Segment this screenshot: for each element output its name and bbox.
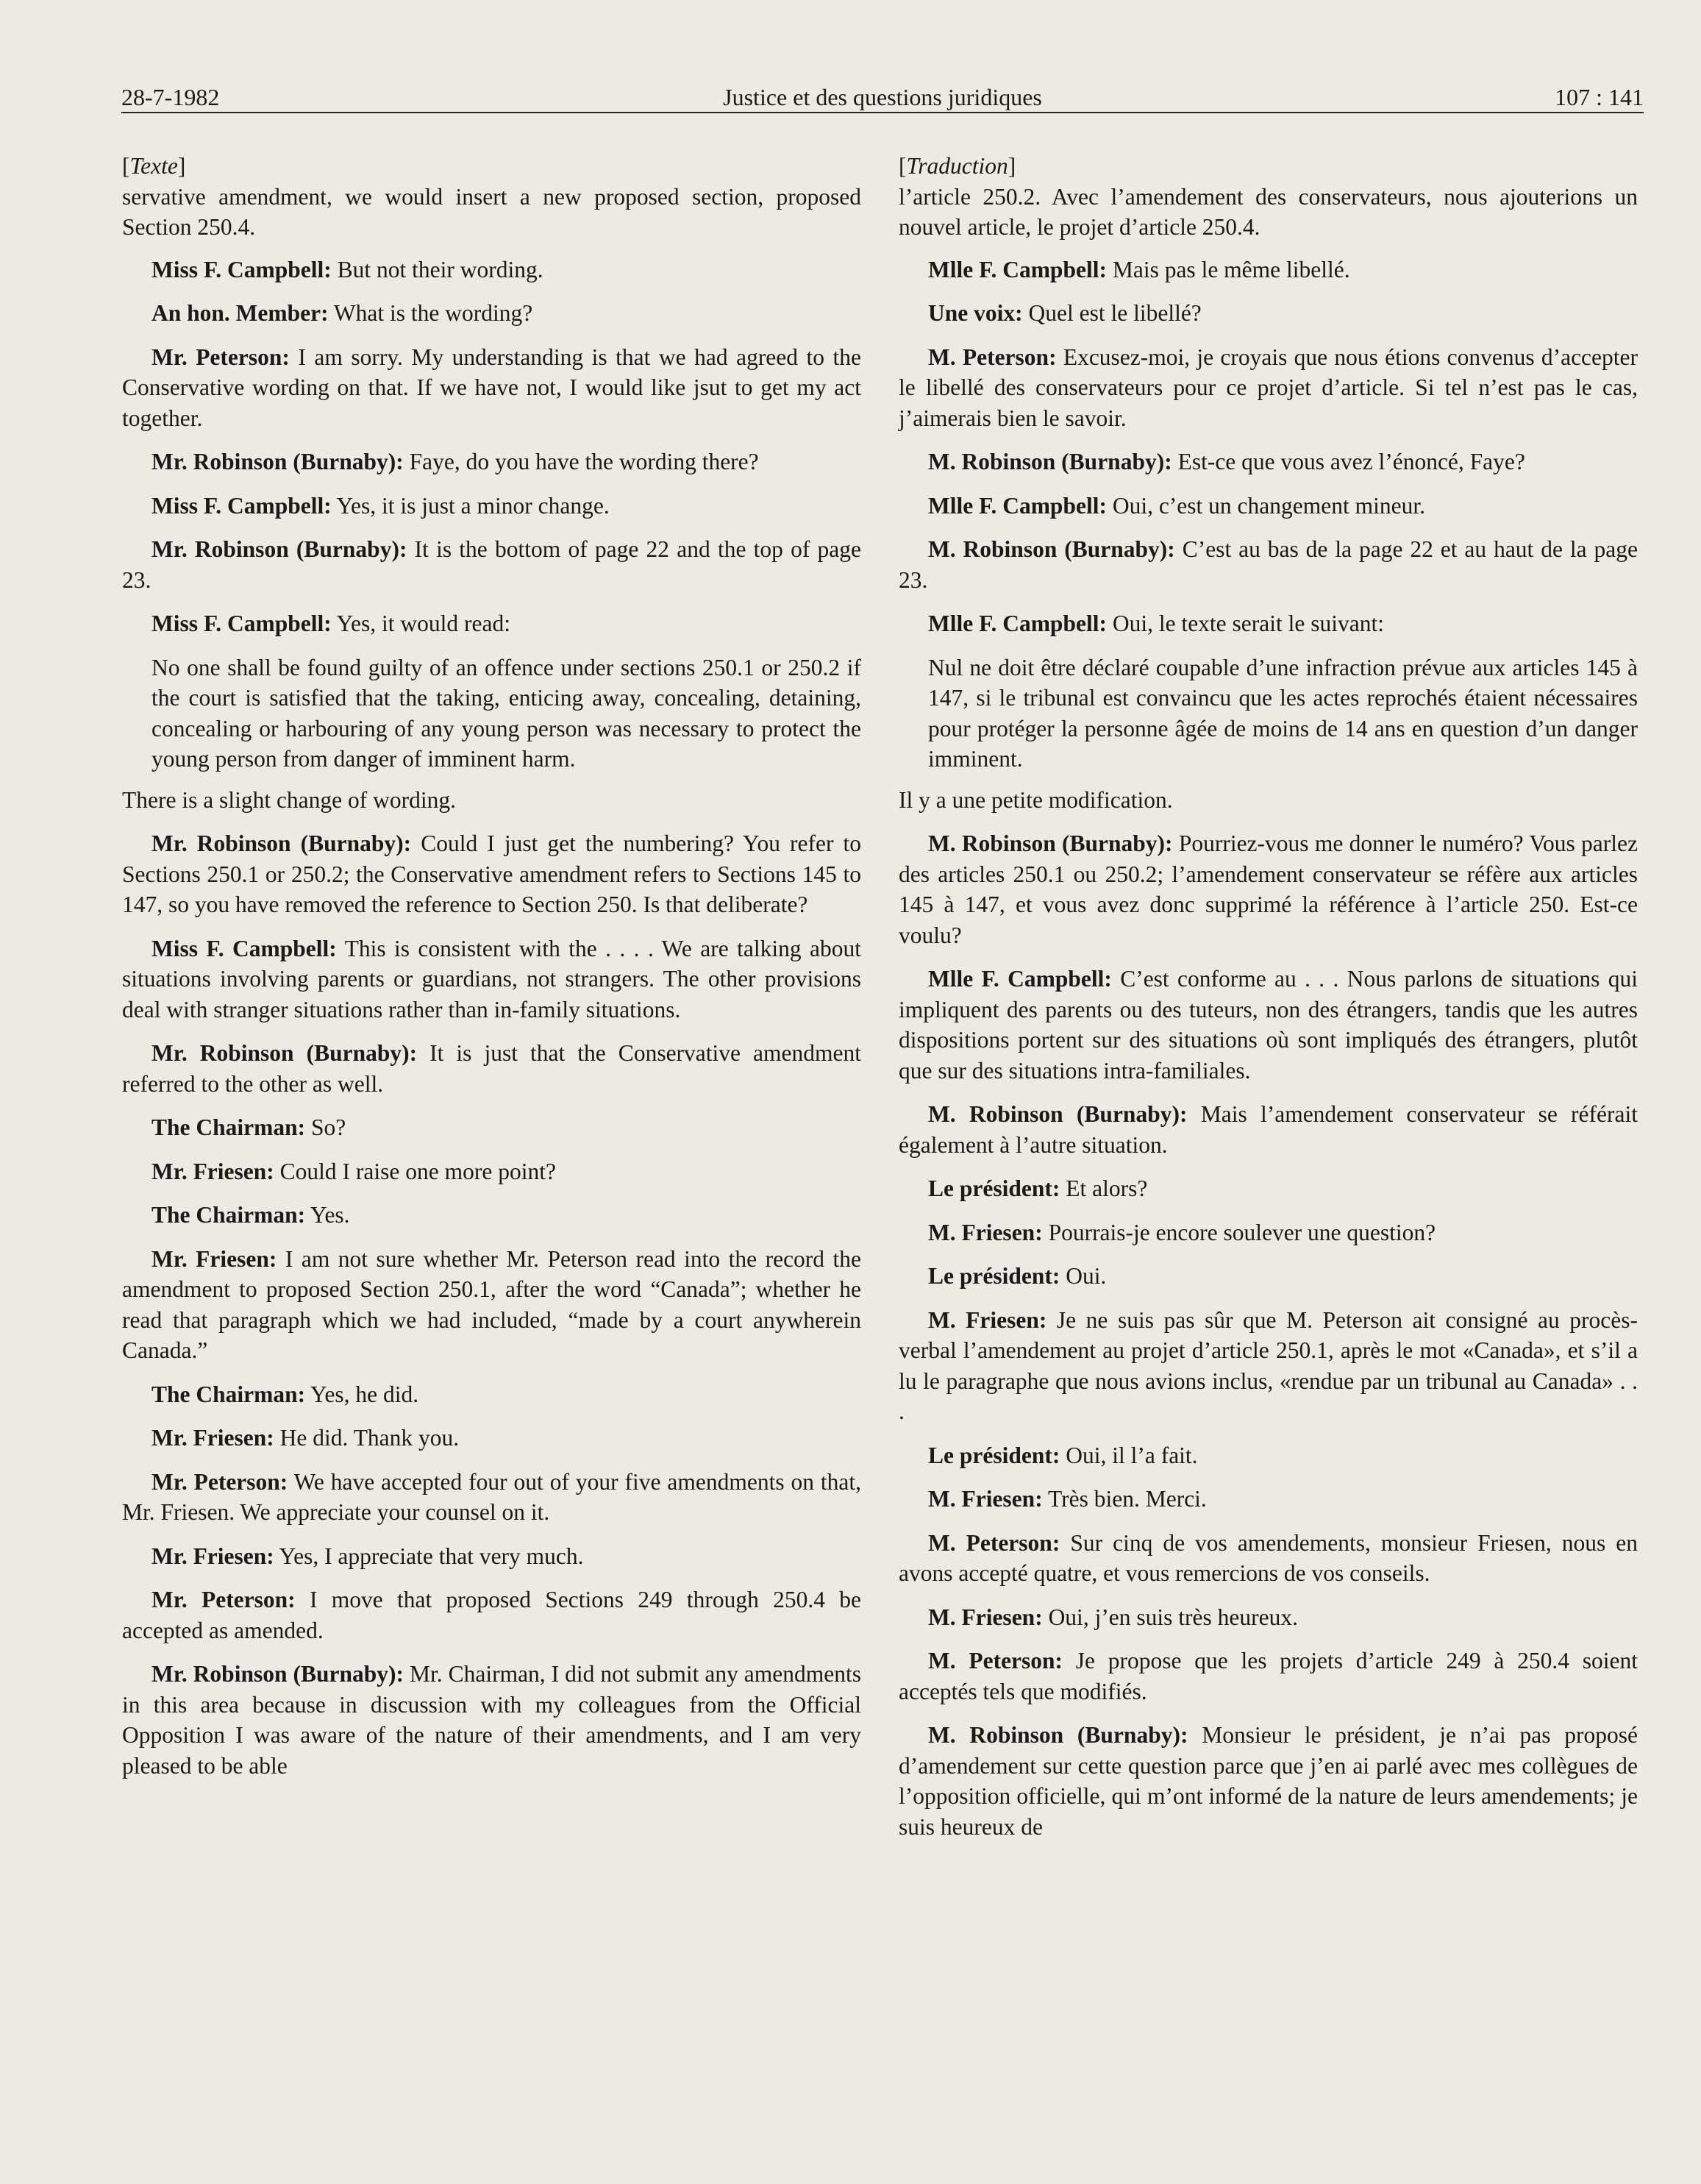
speaker: Le président:	[928, 1442, 1060, 1468]
speaker: Mr. Friesen:	[151, 1543, 274, 1569]
speaker: Une voix:	[928, 300, 1023, 326]
speech-entry	[122, 1584, 861, 1646]
speaker: Mr. Friesen:	[151, 1158, 274, 1184]
speaker: The Chairman:	[151, 1114, 306, 1140]
continued-paragraph: servative amendment, we would insert a new proposed section, proposed Section 250.4.	[122, 183, 861, 240]
speaker: M. Robinson (Burnaby):	[928, 449, 1172, 474]
speaker: Mlle F. Campbell:	[928, 256, 1107, 282]
speech-entry	[899, 1099, 1638, 1160]
plain-paragraph: Il y a une petite modification.	[899, 786, 1173, 813]
speech-entry	[899, 298, 1638, 329]
speaker: Miss F. Campbell:	[151, 492, 332, 519]
speaker: M. Friesen:	[928, 1604, 1043, 1630]
speaker: Mr. Peterson:	[151, 1468, 288, 1495]
speech-text: Mais l’amendement conservateur se référait également à l’autre situation.	[899, 1101, 1638, 1158]
speech-text: I am sorry. My understanding is that we had agreed to the Conservative wording on that. If we have not, I would like jsut to get my act together.	[122, 344, 861, 431]
speech-entry	[122, 1244, 861, 1366]
speech-text: We have accepted four out of your five amendments on that, Mr. Friesen. We appreciate your counsel on it.	[122, 1468, 861, 1525]
speaker: M. Robinson (Burnaby):	[928, 1101, 1188, 1127]
speech-text: So?	[305, 1114, 346, 1140]
speaker: Mlle F. Campbell:	[928, 966, 1112, 992]
speech-text: Est-ce que vous avez l’énoncé, Faye?	[1172, 449, 1525, 474]
speaker: Le président:	[928, 1263, 1060, 1289]
speech-text: Et alors?	[1060, 1175, 1148, 1201]
speech-entry	[899, 1261, 1638, 1292]
speaker: M. Friesen:	[928, 1486, 1043, 1512]
speech-entry	[122, 342, 861, 434]
speech-entry	[899, 1602, 1638, 1633]
speech-text: Oui, il l’a fait.	[1060, 1442, 1198, 1468]
speaker: Mr. Robinson (Burnaby):	[151, 830, 412, 856]
speaker: M. Peterson:	[928, 344, 1057, 370]
speech-text: Oui, c’est un changement mineur.	[1106, 492, 1425, 519]
speech-text: Je ne suis pas sûr que M. Peterson ait consigné au procès-verbal l’amendement au projet d’article 250.1, après le mot «Canada», et s’il a lu le paragraphe que nous avions inclus, «rendue par un tribunal au Canada» . . .	[899, 1306, 1638, 1424]
speech-entry	[122, 298, 861, 329]
english-column	[122, 151, 861, 1794]
speech-entry	[899, 828, 1638, 950]
speech-entry	[122, 1541, 861, 1572]
speech-text: I move that proposed Sections 249 through 250.4 be accepted as amended.	[122, 1587, 861, 1643]
speaker: Mr. Friesen:	[151, 1425, 274, 1451]
speech-entry	[899, 1217, 1638, 1248]
speech-entry	[122, 933, 861, 1025]
speech-entry	[899, 964, 1638, 1086]
speech-text: Mr. Chairman, I did not submit any amendments in this area because in discussion with my colleagues from the Official Opposition I was aware of the nature of their amendments, and I am very pleased to be able	[122, 1661, 862, 1779]
speaker: Mr. Robinson (Burnaby):	[151, 1040, 418, 1066]
speech-text: It is just that the Conservative amendment referred to the other as well.	[122, 1040, 862, 1097]
speech-entry	[899, 1646, 1638, 1707]
speech-entry	[899, 255, 1638, 285]
header-rule	[121, 112, 1644, 113]
speech-text: What is the wording?	[328, 300, 533, 326]
speaker: Mlle F. Campbell:	[928, 492, 1107, 519]
column-label: [Traduction]	[899, 153, 1016, 179]
speech-text: Pourriez-vous me donner le numéro? Vous parlez des articles 250.1 ou 250.2; l’amendement conservateur se réfère aux articles 145 à 147, et vous avez donc supprimé la référence à l’article 250. Est-ce voulu?	[899, 830, 1638, 948]
speech-text: Could I just get the numbering? You refer to Sections 250.1 or 250.2; the Conservative amendment refers to Sections 145 to 147, so you have removed the reference to Section 250. Is that deliberate?	[122, 830, 862, 917]
running-header	[121, 79, 1644, 115]
speech-text: Sur cinq de vos amendements, monsieur Friesen, nous en avons accepté quatre, et vous remercions de vos conseils.	[899, 1529, 1638, 1586]
speech-entry	[899, 534, 1638, 595]
speech-text: Mais pas le même libellé.	[1106, 256, 1350, 282]
speech-entry	[899, 608, 1638, 639]
speech-text: Excusez-moi, je croyais que nous étions convenus d’accepter le libellé des conservateurs pour ce projet d’article. Si tel n’est pas le cas, j’aimerais bien le savoir.	[899, 344, 1638, 431]
french-column	[899, 151, 1638, 1855]
speech-text: Oui, j’en suis très heureux.	[1042, 1604, 1298, 1630]
speech-text: But not their wording.	[331, 256, 543, 282]
speech-text: C’est au bas de la page 22 et au haut de la page 23.	[899, 536, 1638, 593]
block-quote: Nul ne doit être déclaré coupable d’une infraction prévue aux articles 145 à 147, si le tribunal est convaincu que les actes reprochés étaient nécessaires pour protéger la personne âgée de moins de 14 ans en question d’un danger imminent.	[928, 654, 1638, 772]
speech-text: C’est conforme au . . . Nous parlons de situations qui impliquent des parents ou des tuteurs, non des étrangers, tandis que les autres dispositions portent sur des situations où sont impliqués des étrangers, plutôt que sur des situations intra-familiales.	[899, 966, 1638, 1084]
speech-text: Oui, le texte serait le suivant:	[1106, 611, 1384, 636]
header-page-number: 107 : 141	[1555, 84, 1644, 110]
speech-text: Faye, do you have the wording there?	[403, 449, 759, 474]
speech-text: Très bien. Merci.	[1042, 1486, 1207, 1512]
speech-entry	[899, 1305, 1638, 1427]
speech-entry	[122, 1112, 861, 1143]
speech-entry	[899, 1440, 1638, 1471]
speaker: M. Friesen:	[928, 1219, 1043, 1245]
speech-entry	[122, 1467, 861, 1528]
speaker: Miss F. Campbell:	[151, 611, 332, 636]
header-date: 28-7-1982	[121, 84, 220, 110]
speaker: The Chairman:	[151, 1381, 306, 1407]
speech-text: Yes, he did.	[305, 1381, 419, 1407]
speech-text: Quel est le libellé?	[1022, 300, 1202, 326]
speech-entry	[122, 1156, 861, 1187]
speech-entry	[122, 534, 861, 595]
speaker: Mr. Robinson (Burnaby):	[151, 449, 404, 474]
speaker: Mlle F. Campbell:	[928, 611, 1107, 636]
speech-entry	[899, 447, 1638, 477]
speech-text: Monsieur le président, je n’ai pas proposé d’amendement sur cette question parce que j’en ai parlé avec mes collègues de l’opposition officielle, qui m’ont informé de la nature de leurs amendements; je suis heureux de	[899, 1722, 1638, 1840]
speech-text: Yes.	[305, 1202, 350, 1228]
speaker: M. Peterson:	[928, 1648, 1063, 1673]
speech-text: This is consistent with the . . . . We are talking about situations involving parents or guardians, not strangers. The other provisions deal with stranger situations rather than in-family situations.	[122, 935, 861, 1022]
speech-entry	[122, 1038, 861, 1099]
speech-entry	[899, 342, 1638, 434]
speaker: M. Robinson (Burnaby):	[928, 536, 1175, 562]
speech-entry	[122, 1423, 861, 1454]
speech-entry	[899, 1173, 1638, 1204]
speaker: Mr. Robinson (Burnaby):	[151, 536, 407, 562]
speech-text: I am not sure whether Mr. Peterson read into the record the amendment to proposed Section 250.1, after the word “Canada”; whether he read that paragraph which we had included, “made by a court anywherein Canada.”	[122, 1245, 862, 1363]
speaker: M. Friesen:	[928, 1306, 1047, 1333]
speech-entry	[122, 608, 861, 639]
speaker: Mr. Peterson:	[151, 344, 290, 370]
speech-entry	[122, 1659, 861, 1781]
speech-entry	[122, 1379, 861, 1410]
speaker: Miss F. Campbell:	[151, 935, 337, 961]
speaker: Mr. Friesen:	[151, 1245, 277, 1272]
speech-text: Yes, it would read:	[331, 611, 510, 636]
speech-entry	[122, 255, 861, 285]
speech-entry	[899, 1720, 1638, 1842]
plain-paragraph: There is a slight change of wording.	[122, 786, 456, 813]
block-quote: No one shall be found guilty of an offence under sections 250.1 or 250.2 if the court is satisfied that the taking, enticing away, concealing, detaining, concealing or harbouring of any young person was necessary to protect the young person from danger of imminent harm.	[151, 654, 861, 772]
speaker: M. Robinson (Burnaby):	[928, 830, 1173, 856]
speaker: Mr. Peterson:	[151, 1587, 296, 1612]
speech-text: Could I raise one more point?	[274, 1158, 556, 1184]
speech-text: He did. Thank you.	[274, 1425, 460, 1451]
speech-entry	[899, 1528, 1638, 1589]
column-label: [Texte]	[122, 153, 186, 179]
speaker: The Chairman:	[151, 1202, 306, 1228]
speech-text: Pourrais-je encore soulever une question?	[1042, 1219, 1436, 1245]
speech-text: Yes, it is just a minor change.	[331, 492, 610, 519]
speech-entry	[899, 1484, 1638, 1515]
speaker: M. Robinson (Burnaby):	[928, 1722, 1188, 1748]
speech-text: It is the bottom of page 22 and the top of page 23.	[122, 536, 861, 593]
speaker: Le président:	[928, 1175, 1060, 1201]
speech-text: Oui.	[1060, 1263, 1107, 1289]
speech-entry	[122, 447, 861, 477]
speech-entry	[122, 491, 861, 522]
speaker: Mr. Robinson (Burnaby):	[151, 1661, 404, 1687]
speech-entry	[899, 491, 1638, 522]
speaker: An hon. Member:	[151, 300, 329, 326]
speaker: Miss F. Campbell:	[151, 256, 332, 282]
speech-entry	[122, 828, 861, 920]
speech-text: Yes, I appreciate that very much.	[274, 1543, 584, 1569]
speaker: M. Peterson:	[928, 1529, 1060, 1556]
continued-paragraph: l’article 250.2. Avec l’amendement des conservateurs, nous ajouterions un nouvel article, le projet d’article 250.4.	[899, 183, 1638, 240]
speech-text: Je propose que les projets d’article 249 à 250.4 soient acceptés tels que modifiés.	[899, 1648, 1638, 1704]
header-title: Justice et des questions juridiques	[723, 84, 1042, 110]
speech-entry	[122, 1200, 861, 1231]
